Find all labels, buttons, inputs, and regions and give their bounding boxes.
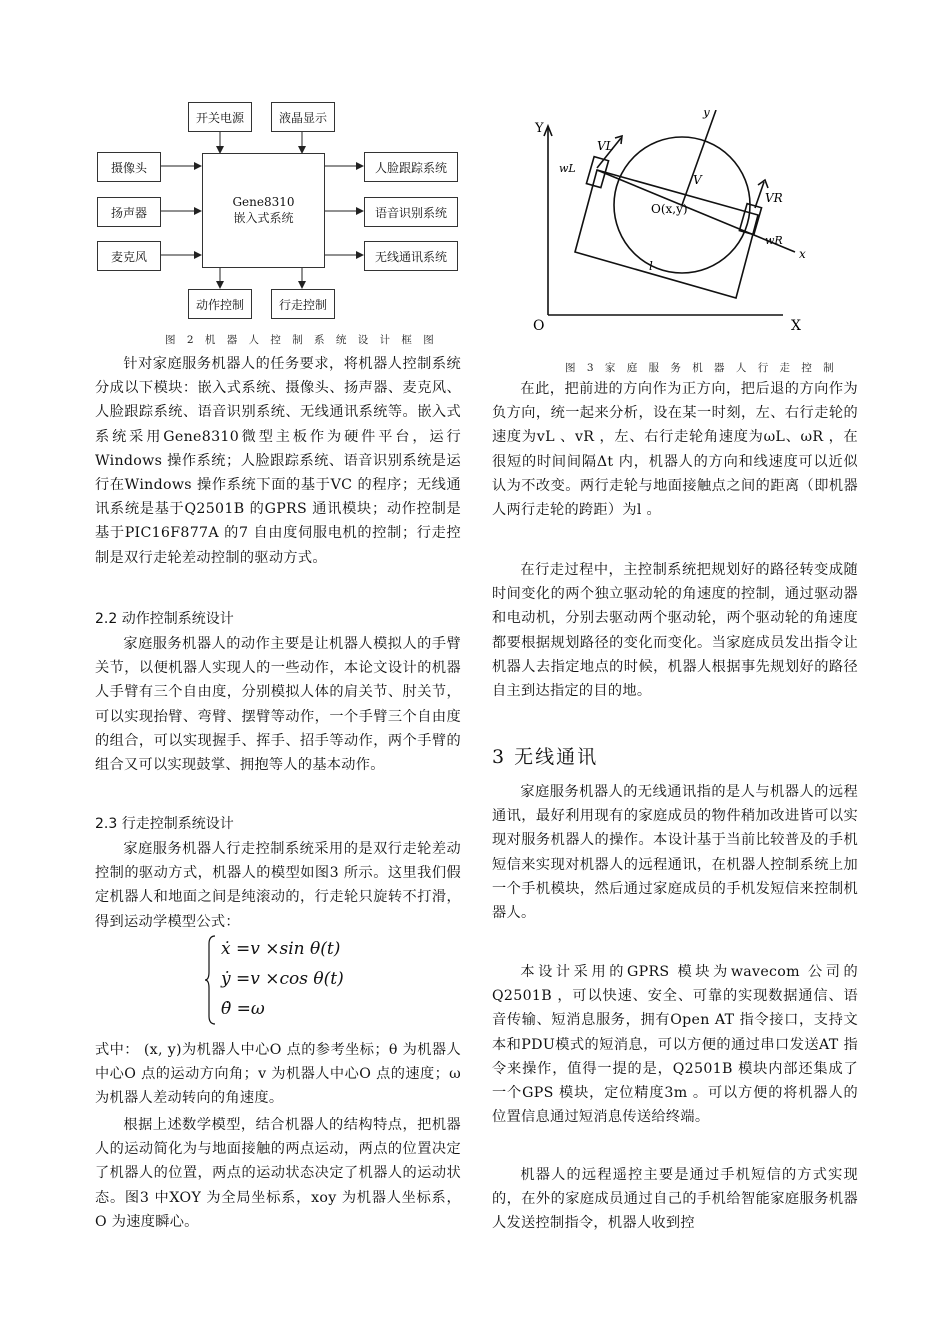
equation-y: ẏ =v ×cos θ(t)	[221, 969, 344, 989]
box-walk-control: 行走控制	[271, 289, 335, 319]
equation-x: ẋ =v ×sin θ(t)	[221, 939, 341, 959]
box-microphone: 麦克风	[97, 241, 161, 271]
label-Y: Y	[535, 121, 544, 136]
figure-3	[533, 110, 823, 335]
label-wL: wL	[559, 162, 576, 175]
equation-brace	[205, 934, 217, 1026]
right-paragraph-3: 家庭服务机器人的无线通讯指的是人与机器人的远程通讯，最好利用现有的家庭成员的物件稍加改进皆可以实现对服务机器人的操作。本设计基于当前比较普及的手机短信来实现对机器人的远程通讯，在机器人控制系统上加一个手机模块，然后通过家庭成员的手机发短信来控制机器人。	[492, 784, 858, 922]
box-motion-control: 动作控制	[188, 289, 252, 319]
box-face-tracking: 人脸跟踪系统	[364, 152, 458, 182]
left-paragraph-4: 式中： (x, y)为机器人中心O 点的参考坐标；θ 为机器人中心O 点的运动方向角；v 为机器人中心O 点的速度；ω 为机器人差动转向的角速度。	[95, 1042, 461, 1107]
label-y: y	[703, 110, 710, 119]
right-paragraph-4: 本设计采用的GPRS 模块为wavecom 公司的Q2501B ，可以快速、安全、可靠的实现数据通信、语音传输、短消息服务，拥有Open AT 指令接口，支持文本和PDU模式的短消息，可以方便的通过串口发送AT 指令来操作，值得一提的是，Q2501B 模块内部还集成了一个GPS 模块，定位精度3m 。可以方便的将机器人的位置信息通过短消息传送给终端。	[492, 964, 858, 1126]
box-speaker: 扬声器	[97, 197, 161, 227]
label-center: O(x,y)	[651, 202, 688, 216]
box-speech-recognition: 语音识别系统	[364, 197, 458, 227]
robot-frame	[575, 170, 758, 298]
right-paragraph-5: 机器人的远程遥控主要是通过手机短信的方式实现的，在外的家庭成员通过自己的手机给智能家庭服务机器人发送控制指令，机器人收到控	[492, 1167, 858, 1232]
label-v: V	[693, 173, 702, 187]
box-camera: 摄像头	[97, 152, 161, 182]
figure-2	[95, 100, 465, 330]
box-lcd: 液晶显示	[271, 102, 335, 132]
section-3-heading: 3 无线通讯	[492, 746, 599, 768]
label-vR: VR	[765, 191, 783, 205]
right-paragraph-1: 在此，把前进的方向作为正方向，把后退的方向作为负方向，统一起来分析，设在某一时刻，左、右行走轮的速度为vL 、vR ，左、右行走轮角速度为ωL、ωR ，在很短的时间间隔Δt 内，机器人的方向和线速度可以近似认为不改变。两行走轮与地面接触点之间的距离（即机器人两行走轮的跨距）为l 。	[492, 381, 858, 519]
section-2-2-heading: 2.2 动作控制系统设计	[95, 611, 234, 627]
left-paragraph-2: 家庭服务机器人的动作主要是让机器人模拟人的手臂关节，以便机器人实现人的一些动作，本论文设计的机器人手臂有三个自由度，分别模拟人体的肩关节、肘关节，可以实现抬臂、弯臂、摆臂等动作，一个手臂三个自由度的组合，可以实现握手、挥手、招手等动作，两个手臂的组合又可以实现鼓掌、拥抱等人的基本动作。	[95, 636, 461, 774]
label-origin: O	[533, 318, 545, 334]
left-paragraph-3: 家庭服务机器人行走控制系统采用的是双行走轮差动控制的驱动方式，机器人的模型如图3 所示。这里我们假定机器人和地面之间是纯滚动的，行走轮只旋转不打滑，得到运动学模型公式：	[95, 841, 461, 930]
left-paragraph-1: 针对家庭服务机器人的任务要求，将机器人控制系统分成以下模块：嵌入式系统、摄像头、扬声器、麦克风、人脸跟踪系统、语音识别系统、无线通讯系统等。嵌入式系统采用Gene8310微型主板作为硬件平台，运行Windows 操作系统；人脸跟踪系统、语音识别系统是运行在Windows 操作系统下面的基于VC 的程序；无线通讯系统是基于Q2501B 的GPRS 通讯模块；动作控制是基于PIC16F877A 的7 自由度伺服电机的控制；行走控制是双行走轮差动控制的驱动方式。	[95, 356, 461, 566]
right-paragraph-2: 在行走过程中，主控制系统把规划好的路径转变成随时间变化的两个独立驱动轮的角速度的控制，通过驱动器和电动机，分别去驱动两个驱动轮，两个驱动轮的角速度都要根据规划路径的变化而变化。当家庭成员发出指令让机器人去指定地点的时候，机器人根据事先规划好的路径自主到达指定的目的地。	[492, 562, 858, 700]
robot-y-axis	[682, 110, 716, 205]
box-gene8310: Gene8310 嵌入式系统	[202, 153, 325, 268]
label-l: l	[649, 259, 653, 273]
label-x: x	[799, 247, 806, 261]
figure-2-caption: 图 2 机 器 人 控 制 系 统 设 计 框 图	[165, 334, 438, 346]
label-wR: wR	[765, 234, 783, 247]
box-power: 开关电源	[188, 102, 252, 132]
label-X: X	[791, 318, 801, 334]
box-wireless: 无线通讯系统	[364, 241, 458, 271]
left-wheel	[586, 157, 608, 188]
equation-theta: θ̇ =ω	[221, 999, 265, 1019]
label-vL: VL	[597, 139, 614, 153]
figure-3-caption: 图 3 家 庭 服 务 机 器 人 行 走 控 制	[565, 362, 838, 374]
section-2-3-heading: 2.3 行走控制系统设计	[95, 816, 234, 832]
kinematics-equations	[205, 934, 355, 1026]
left-paragraph-5: 根据上述数学模型，结合机器人的结构特点，把机器人的运动简化为与地面接触的两点运动，两点的位置决定了机器人的位置，两点的运动状态决定了机器人的运动状态。图3 中XOY 为全局坐标系，xoy 为机器人坐标系，O 为速度瞬心。	[95, 1117, 461, 1230]
